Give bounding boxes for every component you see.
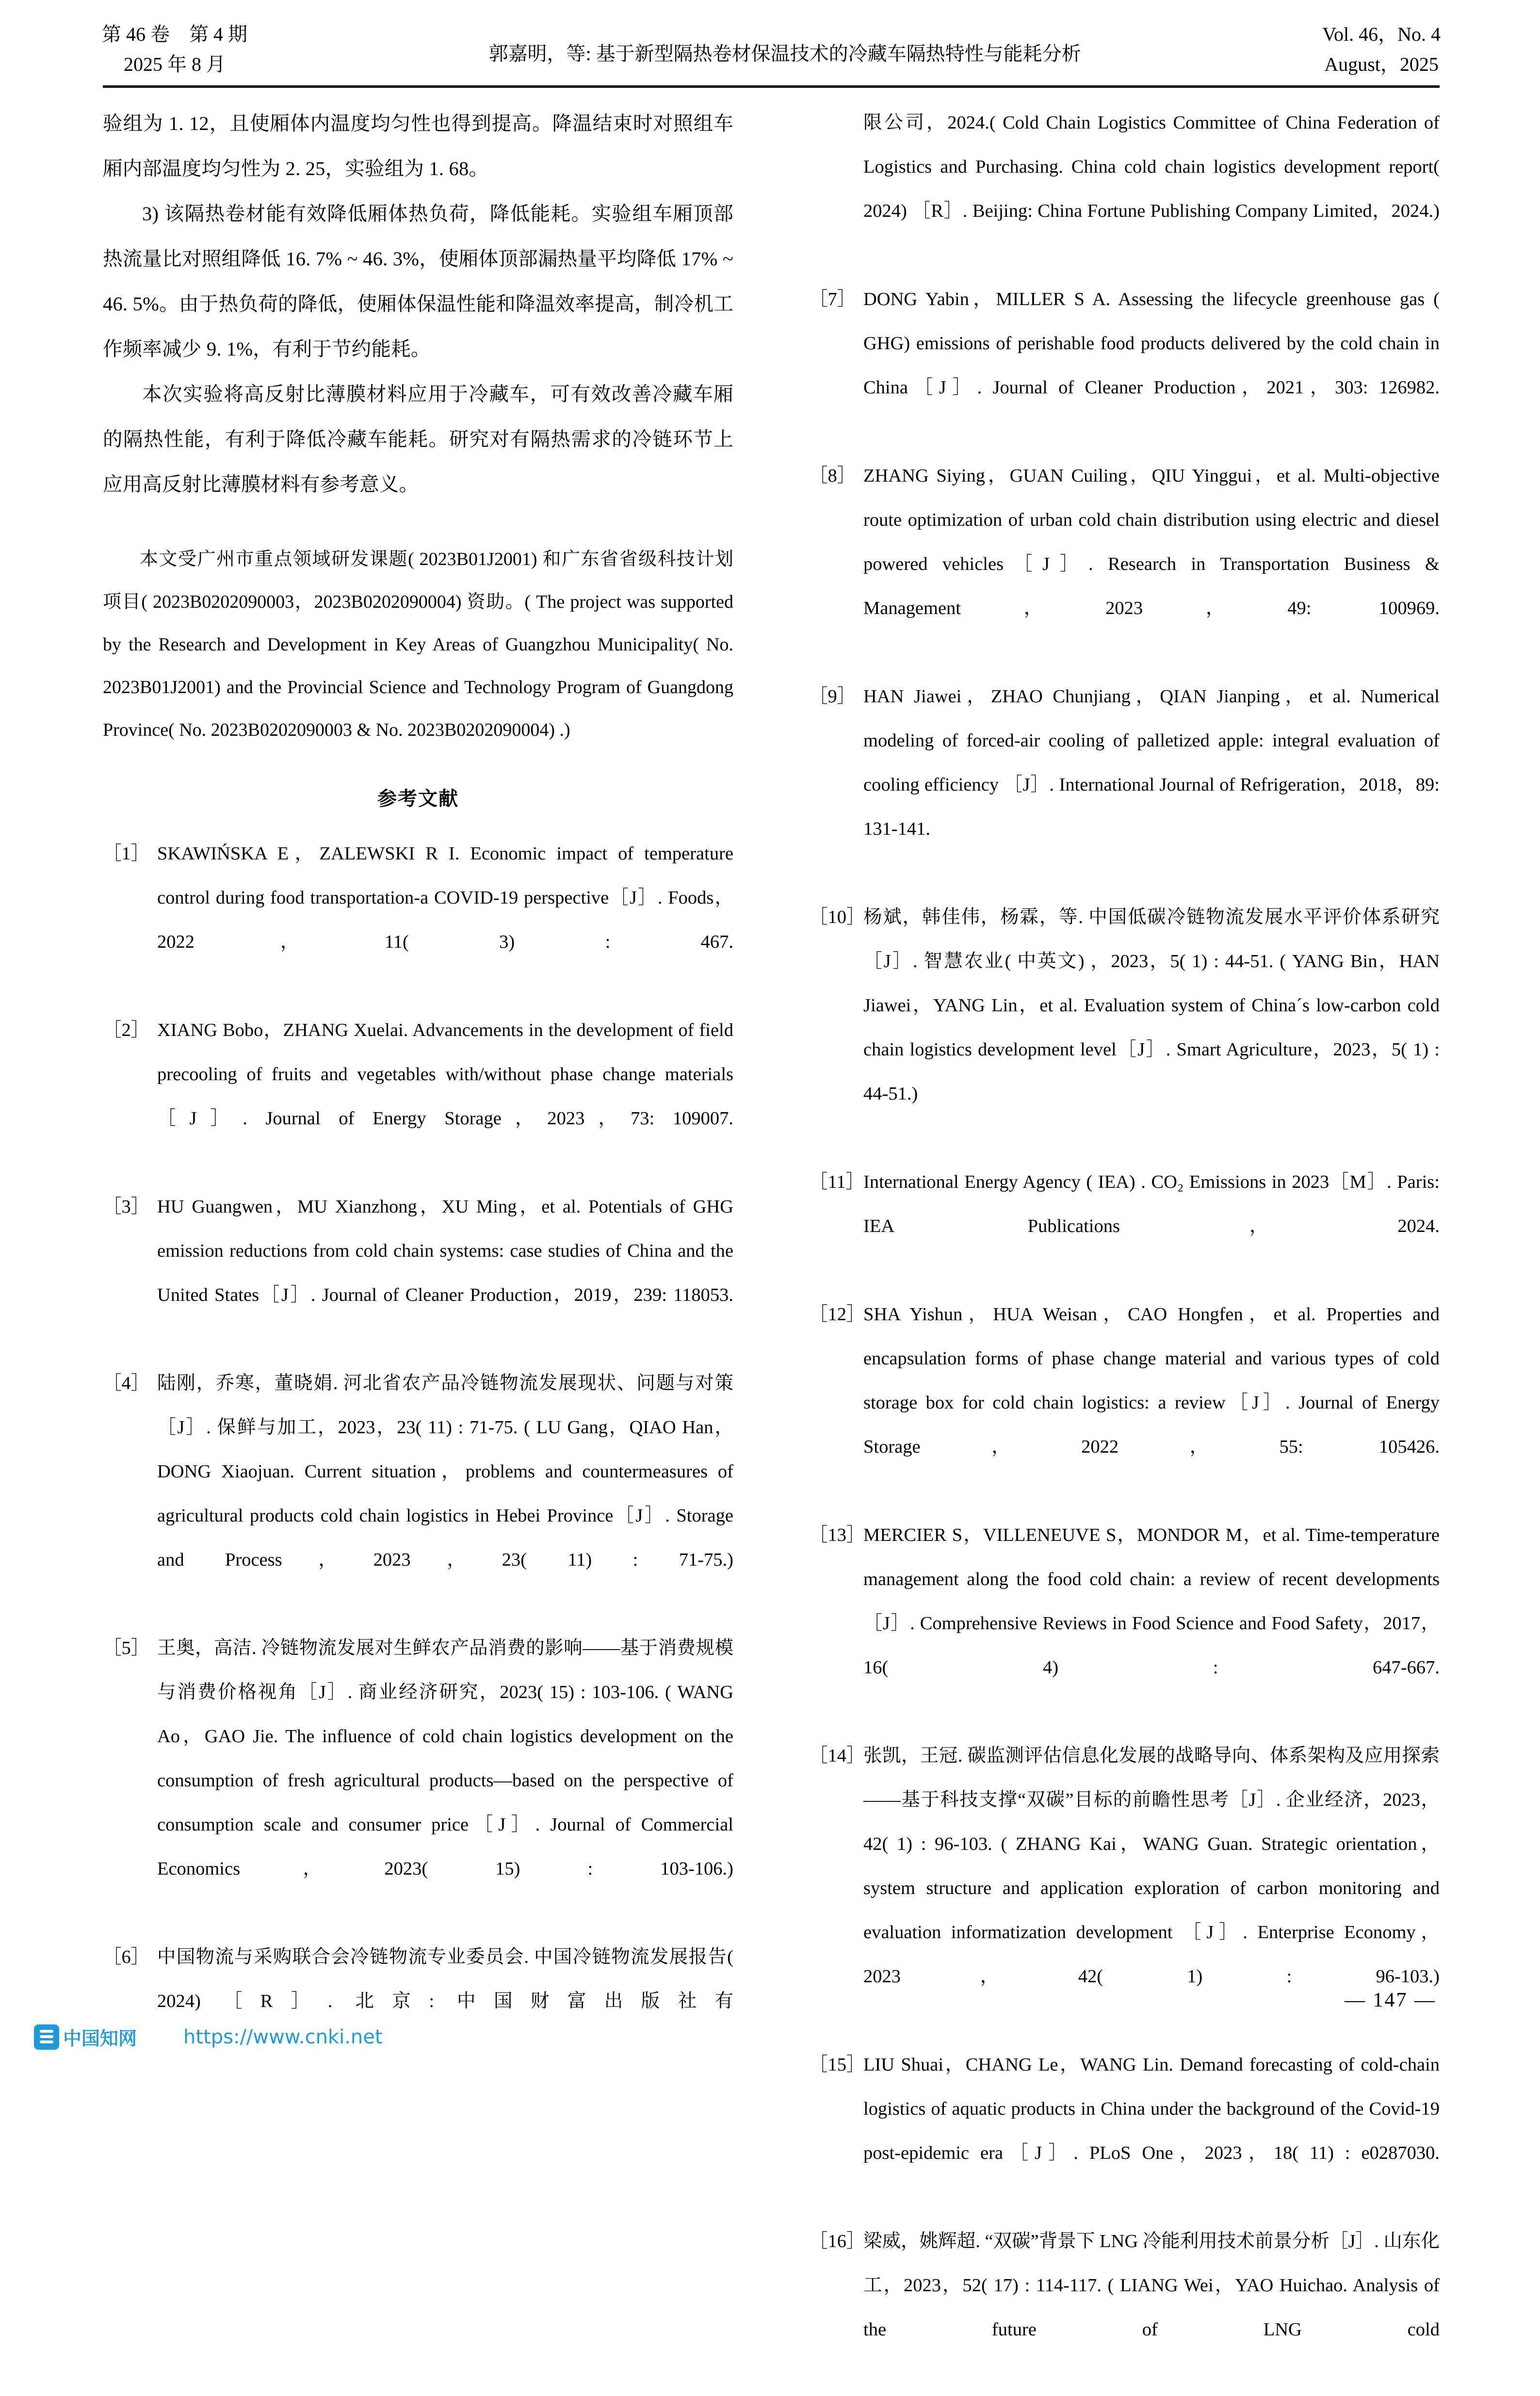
journal-volume-block: [102, 19, 247, 80]
page-number: — 147 —: [1345, 1989, 1436, 2011]
reference-number: ［6］: [103, 1947, 150, 1967]
body-paragraph: 3) 该隔热卷材能有效降低厢体热负荷，降低能耗。实验组车厢顶部热流量比对照组降低 16. 7% ~ 46. 3%，使厢体顶部漏热量平均降低 17% ~ 46. 5%。由于热负荷的降低，使厢体保温性能和降温效率提高，制冷机工作频率减少 9. 1%，有利于节约能耗。: [103, 203, 733, 360]
reference-number: ［12］: [809, 1304, 865, 1325]
reference-item: [809, 1513, 1440, 1734]
reference-number: ［8］: [809, 466, 856, 486]
reference-number: ［9］: [809, 686, 856, 707]
reference-item: [809, 454, 1440, 675]
reference-number: ［7］: [809, 289, 856, 309]
header-rule: [103, 85, 1440, 88]
reference-item: [103, 832, 733, 1008]
left-column: [103, 101, 733, 2012]
body-paragraph: 验组为 1. 12，且使厢体内温度均匀性也得到提高。降温结束时对照组车厢内部温度均匀性为 2. 25，实验组为 1. 68。: [103, 113, 733, 179]
running-title: 郭嘉明，等: 基于新型隔热卷材保温技术的冷藏车隔热特性与能耗分析: [488, 43, 1081, 65]
reference-item: [809, 1293, 1440, 1513]
reference-item: [103, 1185, 733, 1361]
body-paragraph: 本次实验将高反射比薄膜材料应用于冷藏车，可有效改善冷藏车厢的隔热性能，有利于降低冷藏车能耗。研究对有隔热需求的冷链环节上应用高反射比薄膜材料有参考意义。: [103, 383, 733, 495]
right-column: [809, 101, 1440, 2340]
references-heading: 参考文献: [377, 788, 459, 809]
funding-statement: 本文受广州市重点领域研发课题( 2023B01J2001) 和广东省省级科技计划项目( 2023B0202090003，2023B0202090004) 资助。( The project was supported by the Research and Development in Key Areas of Guangzhou Municipality( No. 2023B01J2001) and the Provincial Science and Technology Program of Guangdong Province( No. 2023B0202090003 & No. 2023B0202090004) .): [103, 549, 733, 740]
reference-text: MERCIER S，VILLENEUVE S，MONDOR M，et al. Time-temperature management along the food cold chain: a review of recent developments ［J］. Comprehensive Reviews in Food Science and Food Safety，2017，16( 4) : 647-667.: [863, 1525, 1440, 1678]
reference-text: ZHANG Siying，GUAN Cuiling，QIU Yinggui，et al. Multi-objective route optimization of urban cold chain distribution using electric and diesel powered vehicles［J］. Research in Transportation Business & Management，2023，49: 100969.: [863, 466, 1440, 618]
cnki-logo: [34, 2024, 137, 2050]
reference-item: [103, 1008, 733, 1185]
reference-text: SKAWIŃSKA E，ZALEWSKI R I. Economic impact of temperature control during food transportation-a COVID-19 perspective［J］. Foods，2022，11( 3) : 467.: [157, 843, 733, 952]
issue-date-en: August，2025: [1324, 53, 1439, 75]
reference-item-continuation: [809, 101, 1440, 277]
reference-item: [809, 895, 1440, 1160]
reference-item: [809, 2043, 1440, 2219]
reference-number: ［13］: [809, 1525, 865, 1545]
reference-text: 杨斌，韩佳伟，杨霖，等. 中国低碳冷链物流发展水平评价体系研究［J］. 智慧农业( 中英文) ，2023，5( 1) : 44-51. ( YANG Bin，HAN Jiawei，YANG Lin，et al. Evaluation system of China´s low-carbon cold chain logistics development level［J］. Smart Agriculture，2023，5( 1) : 44-51.): [863, 907, 1440, 1104]
reference-item: [103, 1361, 733, 1626]
reference-text: DONG Yabin，MILLER S A. Assessing the lifecycle greenhouse gas ( GHG) emissions of perishable food products delivered by the cold chain in China［J］. Journal of Cleaner Production，2021，303: 126982.: [863, 289, 1440, 398]
cnki-logo-icon: [34, 2024, 59, 2050]
reference-text: 陆刚，乔寒，董晓娟. 河北省农产品冷链物流发展现状、问题与对策［J］. 保鲜与加工，2023，23( 11) : 71-75. ( LU Gang，QIAO Han，DONG Xiaojuan. Current situation，problems and countermeasures of agricultural products cold chain logistics in Hebei Province［J］. Storage and Process，2023，23( 11) : 71-75.): [157, 1373, 733, 1570]
reference-item: [103, 1626, 733, 1935]
reference-number: ［16］: [809, 2231, 865, 2251]
reference-number: ［15］: [809, 2055, 865, 2075]
volume-issue-en: Vol. 46，No. 4: [1322, 23, 1441, 45]
reference-item: [809, 675, 1440, 895]
reference-number: ［1］: [103, 843, 150, 864]
reference-text: 梁威，姚辉超. “双碳”背景下 LNG 冷能利用技术前景分析［J］. 山东化工，2023，52( 17) : 114-117. ( LIANG Wei，YAO Huichao. Analysis of the future of LNG cold: [863, 2231, 1440, 2340]
cnki-logo-label: 中国知网: [63, 2028, 137, 2049]
reference-text: HAN Jiawei，ZHAO Chunjiang，QIAN Jianping，et al. Numerical modeling of forced-air cooling of palletized apple: integral evaluation of cooling efficiency ［J］. International Journal of Refrigeration，2018，89: 131-141.: [863, 686, 1440, 839]
reference-text: LIU Shuai，CHANG Le，WANG Lin. Demand forecasting of cold-chain logistics of aquatic products in China under the background of the Covid-19 post-epidemic era［J］. PLoS One，2023，18( 11) : e0287030.: [863, 2055, 1440, 2163]
volume-issue-cn: 第 46 卷 第 4 期: [102, 23, 247, 45]
page-header: [102, 19, 1441, 82]
reference-item: [809, 277, 1440, 454]
reference-item: [809, 2219, 1440, 2396]
reference-number: ［10］: [809, 907, 865, 927]
reference-number: ［2］: [103, 1020, 150, 1040]
reference-number: ［3］: [103, 1197, 150, 1217]
reference-text-continued: 限公司，2024.( Cold Chain Logistics Committee of China Federation of Logistics and Purchasing. China cold chain logistics development report( 2024) ［R］. Beijing: China Fortune Publishing Company Limited，2024.): [863, 113, 1440, 221]
reference-text: HU Guangwen，MU Xianzhong，XU Ming，et al. Potentials of GHG emission reductions from cold chain systems: case studies of China and the United States［J］. Journal of Cleaner Production，2019，239: 118053.: [157, 1197, 733, 1305]
cnki-url: https://www.cnki.net: [183, 2025, 383, 2048]
reference-text: International Energy Agency ( IEA) . CO₂ Emissions in 2023［M］. Paris: IEA Publications，2024.: [863, 1172, 1440, 1236]
reference-item: [809, 1160, 1440, 1293]
reference-number: ［14］: [809, 1746, 865, 1766]
reference-number: ［4］: [103, 1373, 150, 1393]
cnki-watermark: [34, 2024, 383, 2050]
reference-text-truncated: 中国物流与采购联合会冷链物流专业委员会. 中国冷链物流发展报告( 2024) ［R］. 北京: 中国财富出版社有: [157, 1947, 733, 2011]
reference-text: SHA Yishun，HUA Weisan，CAO Hongfen，et al. Properties and encapsulation forms of phase change material and various types of cold storage box for cold chain logistics: a review［J］. Journal of Energy Storage，2022，55: 105426.: [863, 1304, 1440, 1457]
reference-text: 王奥，高洁. 冷链物流发展对生鲜农产品消费的影响——基于消费规模与消费价格视角［J］. 商业经济研究，2023( 15) : 103-106. ( WANG Ao，GAO Jie. The influence of cold chain logistics development on the consumption of fresh agricultural products—based on the perspective of consumption scale and consumer price［J］. Journal of Commercial Economics，2023( 15) : 103-106.): [157, 1638, 733, 1879]
reference-number: ［5］: [103, 1638, 150, 1658]
reference-number: ［11］: [809, 1172, 865, 1192]
issue-date-cn: 2025 年 8 月: [124, 53, 226, 75]
journal-volume-block-en: [1322, 19, 1441, 80]
reference-text: 张凯，王冠. 碳监测评估信息化发展的战略导向、体系架构及应用探索——基于科技支撑“双碳”目标的前瞻性思考［J］. 企业经济，2023，42( 1) : 96-103. ( ZHANG Kai，WANG Guan. Strategic orientation，system structure and application exploration of carbon monitoring and evaluation informatization development ［J］. Enterprise Economy，2023，42( 1) : 96-103.): [863, 1746, 1440, 1987]
reference-text: XIANG Bobo，ZHANG Xuelai. Advancements in the development of field precooling of fruits and vegetables with/without phase change materials［J］. Journal of Energy Storage，2023，73: 109007.: [157, 1020, 733, 1129]
